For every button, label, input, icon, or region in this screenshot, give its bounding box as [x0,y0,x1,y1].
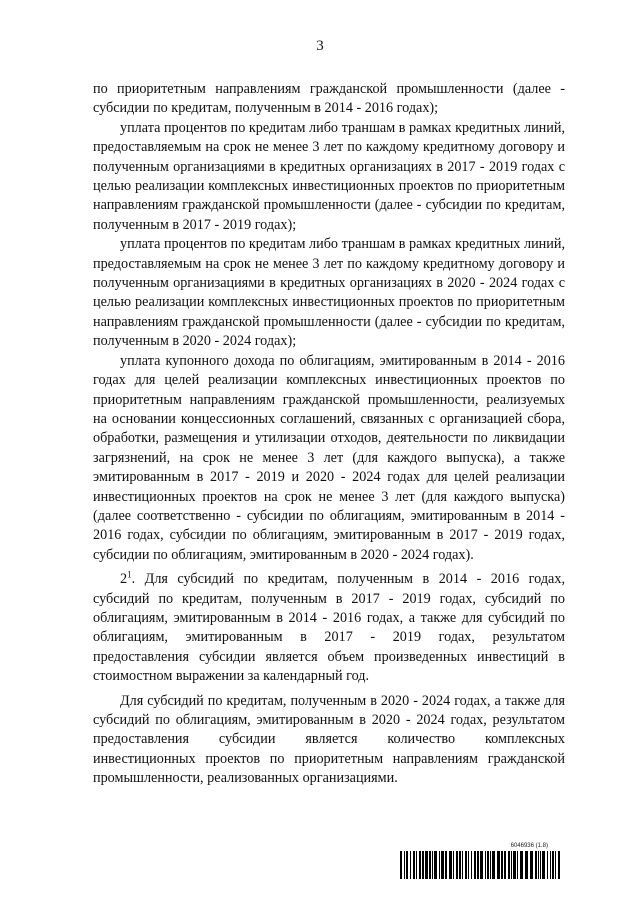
page-number: 3 [316,38,324,54]
barcode-block [400,842,564,879]
paragraph-bonds: уплата купонного дохода по облигациям, эмитированным в 2014 - 2016 годах для целей реализации комплексных инвестиционных проектов по приоритетным направлениям гражданской промышленности, реализуемых на основании концессионных соглашений, связанных с организацией сбора, обработки, размещения и утилизации отходов, деятельности по ликвидации загрязнений, на срок не менее 3 лет (для каждого выпуска), а также эмитированным в 2017 - 2019 и 2020 - 2024 годах для целей реализации инвестиционных проектов на срок не менее 3 лет (для каждого выпуска) (далее соответственно - субсидии по облигациям, эмитированным в 2014 - 2016 годах, субсидии по облигациям, эмитированным в 2017 - 2019 годах, субсидии по облигациям, эмитированным в 2020 - 2024 годах). [93,352,565,563]
clause-2-1 [93,570,565,686]
barcode-image [400,851,564,879]
paragraph-continuation: по приоритетным направлениям гражданской промышленности (далее - субсидии по кредитам, полученным в 2014 - 2016 годах); [93,81,565,117]
clause-text: . Для субсидий по кредитам, полученным в 2014 - 2016 годах, субсидий по кредитам, полученным в 2017 - 2019 годах, субсидий по облигациям, эмитированным в 2014 - 2016 годах, а также для субсидий по облигациям, эмитированным в 2017 - 2019 годах, результатом предоставления субсидии является объем произведенных инвестиций в стоимостном выражении за календарный год. [93,571,565,685]
paragraph-credits-2020-2024: уплата процентов по кредитам либо траншам в рамках кредитных линий, предоставляемым на срок не менее 3 лет по каждому кредитному договору и полученным организациями в кредитных организациях в 2020 - 2024 годах с целью реализации комплексных инвестиционных проектов по приоритетным направлениям гражданской промышленности (далее - субсидии по кредитам, полученным в 2020 - 2024 годах); [93,236,565,350]
paragraph-credits-2017-2019: уплата процентов по кредитам либо траншам в рамках кредитных линий, предоставляемым на срок не менее 3 лет по каждому кредитному договору и полученным организациями в кредитных организациях в 2017 - 2019 годах с целью реализации комплексных инвестиционных проектов по приоритетным направлениям гражданской промышленности (далее - субсидии по кредитам, полученным в 2017 - 2019 годах); [93,119,565,233]
document-body [93,80,565,789]
clause-number: 2 [120,571,128,588]
paragraph-final: Для субсидий по кредитам, полученным в 2020 - 2024 годах, а также для субсидий по облигациям, эмитированным в 2020 - 2024 годах, результатом предоставления субсидии является количество комплексных инвестиционных проектов по приоритетным направлениям гражданской промышленности, реализованных организациями. [93,692,565,787]
barcode-label: 6046936 (1.8) [510,843,548,849]
clause-superscript: 1 [127,569,132,580]
